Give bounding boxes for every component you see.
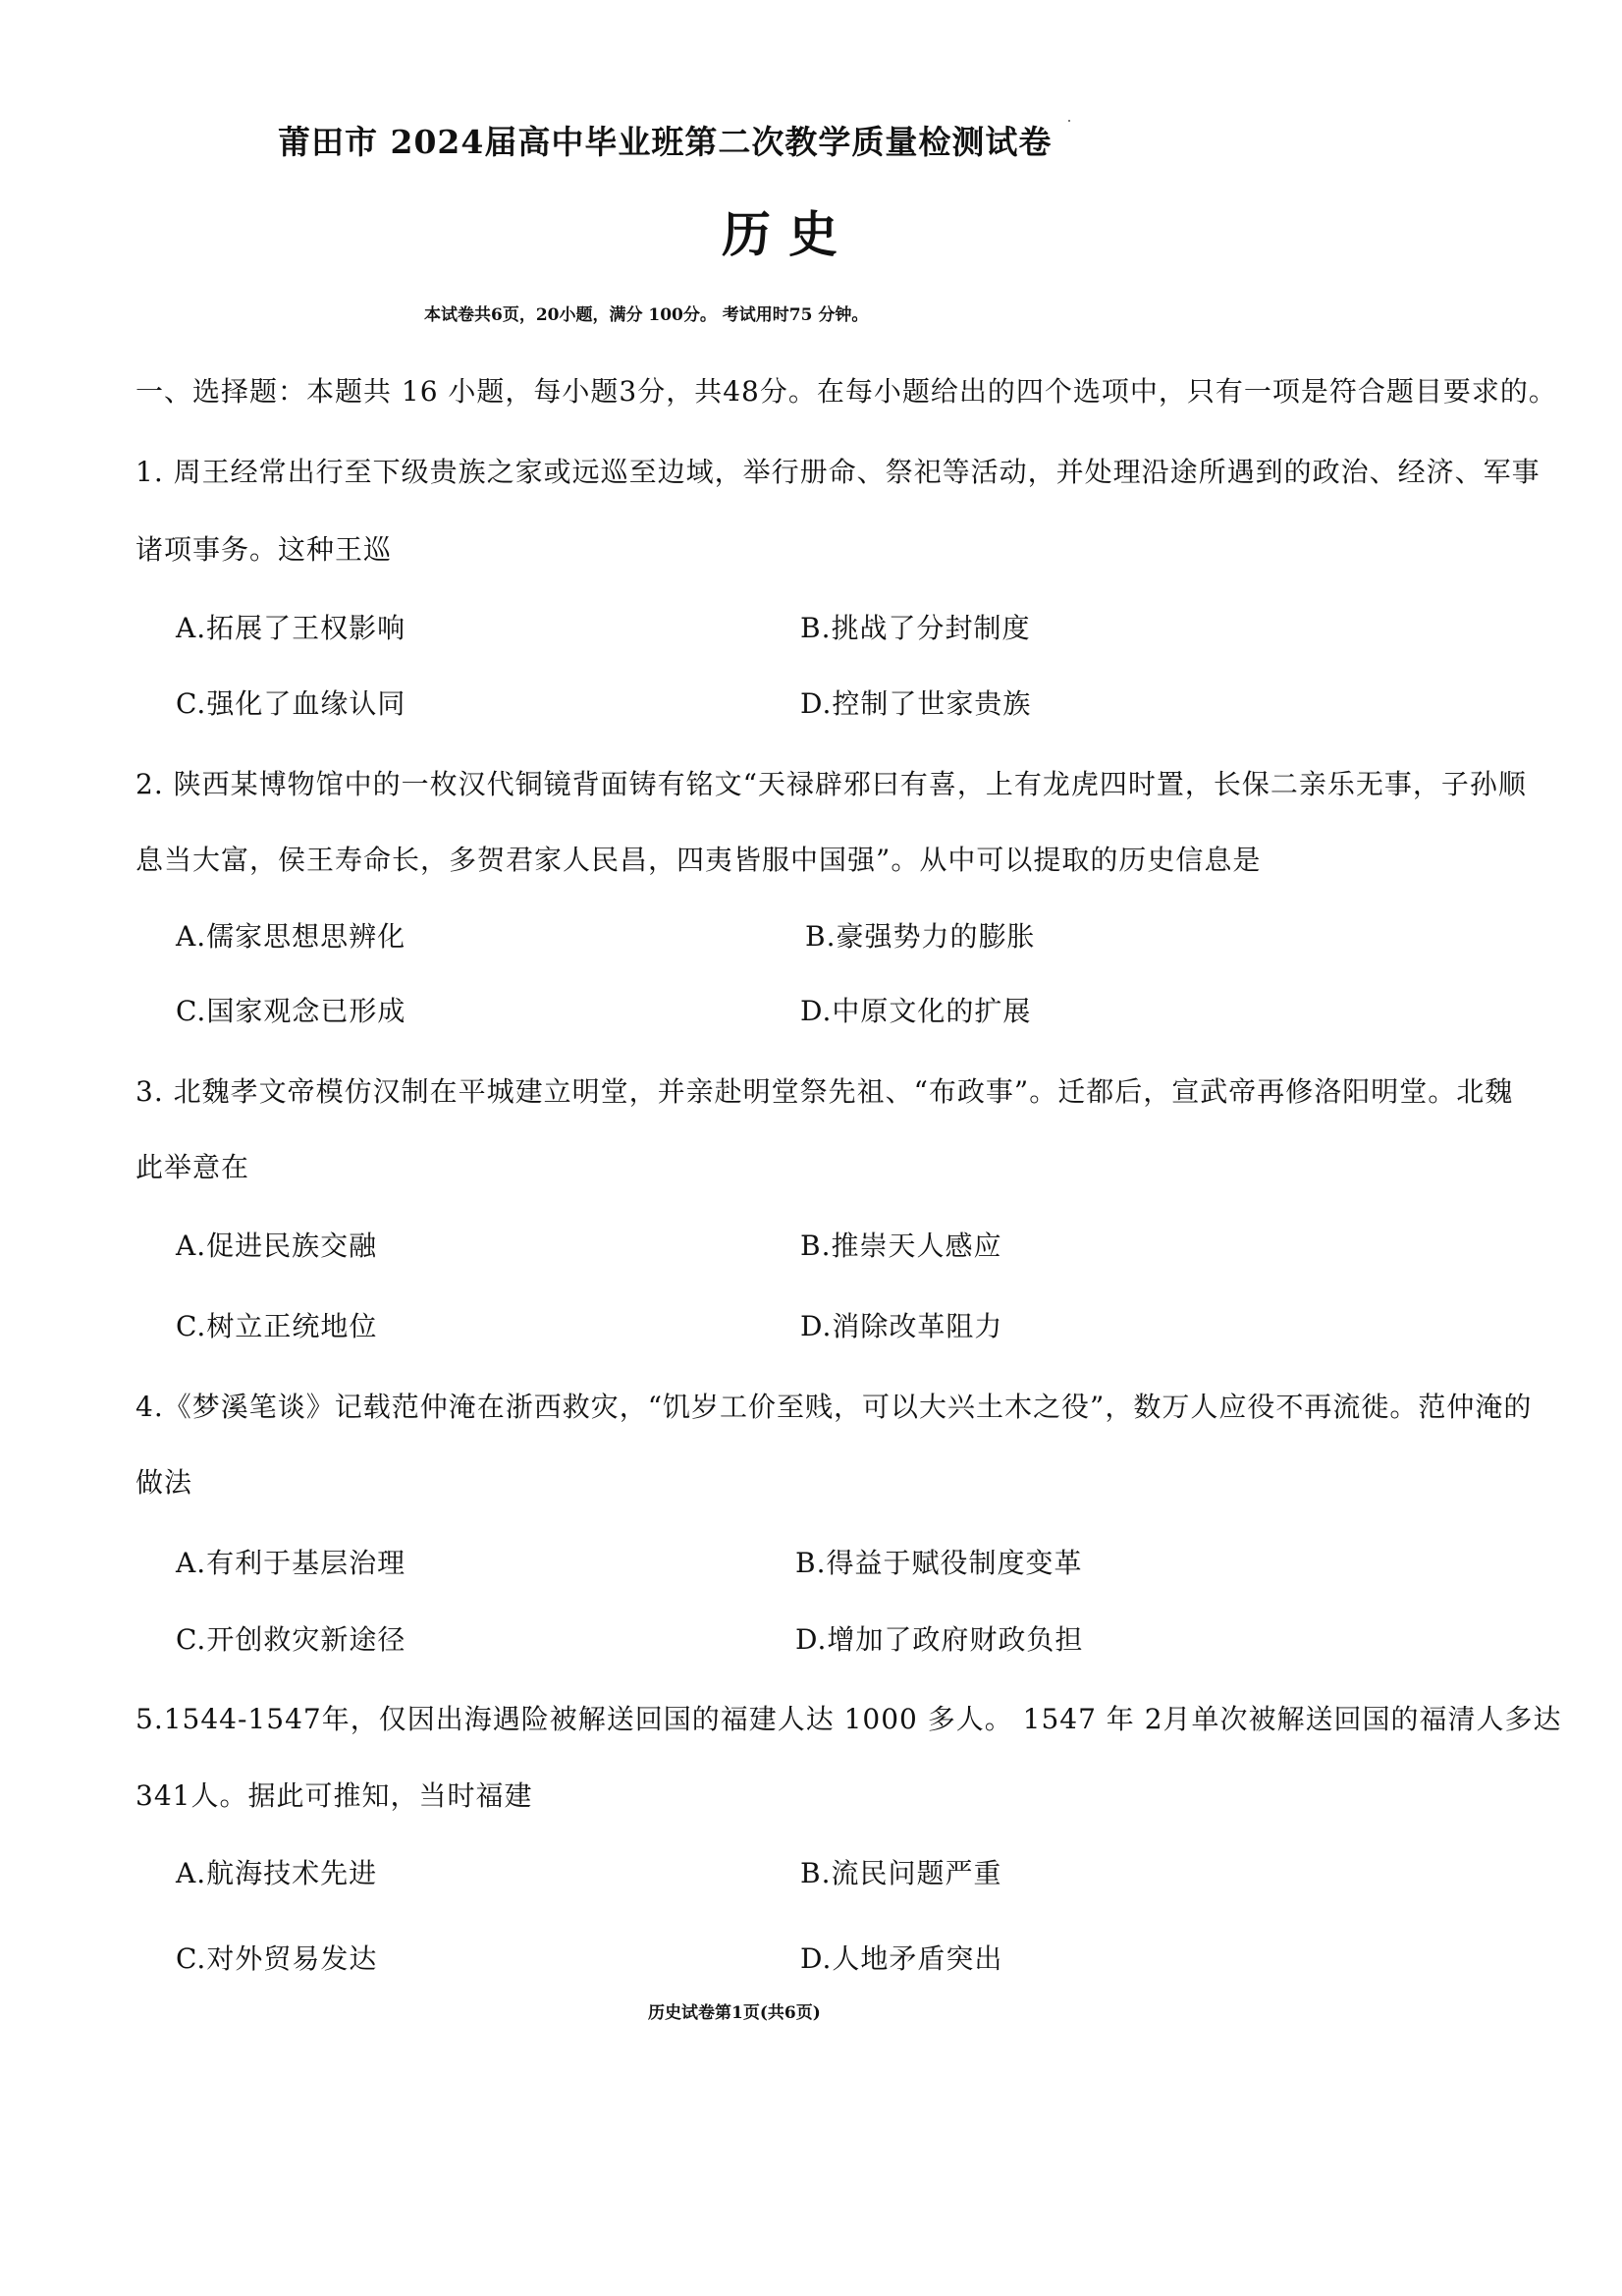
question-1-option-b: B.挑战了分封制度 xyxy=(800,612,1031,644)
exam-title: 莆田市 2024届高中毕业班第二次教学质量检测试卷 xyxy=(278,123,1053,161)
question-2-line-1: 2. 陕西某博物馆中的一枚汉代铜镜背面铸有铭文“天禄辟邪曰有喜，上有龙虎四时置，长保二亲乐无事，子孙顺 xyxy=(135,768,1527,800)
question-4-line-1: 4.《梦溪笔谈》记载范仲淹在浙西救灾，“饥岁工价至贱，可以大兴土木之役”，数万人应役不再流徙。范仲淹的 xyxy=(135,1391,1533,1423)
question-5-option-b: B.流民问题严重 xyxy=(800,1857,1002,1889)
question-3-option-d: D.消除改革阻力 xyxy=(800,1310,1003,1342)
question-3-line-2: 此举意在 xyxy=(135,1151,250,1183)
question-2-option-b: B.豪强势力的膨胀 xyxy=(805,920,1036,953)
section-heading: 一、选择题：本题共 16 小题，每小题3分，共48分。在每小题给出的四个选项中，只有一项是符合题目要求的。 xyxy=(135,375,1557,408)
scan-speck xyxy=(1068,120,1070,122)
subject-title: 历史 xyxy=(722,205,855,263)
question-4-option-d: D.增加了政府财政负担 xyxy=(795,1623,1084,1656)
question-5-option-c: C.对外贸易发达 xyxy=(176,1942,378,1975)
question-1-option-c: C.强化了血缘认同 xyxy=(176,687,406,720)
question-5-option-a: A.航海技术先进 xyxy=(176,1857,378,1889)
question-5-option-d: D.人地矛盾突出 xyxy=(800,1942,1003,1975)
question-1-option-a: A.拓展了王权影响 xyxy=(176,612,406,644)
exam-info: 本试卷共6页，20小题，满分 100分。 考试用时75 分钟。 xyxy=(424,305,869,325)
question-1-line-2: 诸项事务。这种王巡 xyxy=(135,533,393,566)
page-footer: 历史试卷第1页(共6页) xyxy=(648,2003,821,2023)
question-2-option-d: D.中原文化的扩展 xyxy=(800,995,1032,1027)
question-5-line-1: 5.1544-1547年，仅因出海遇险被解送回国的福建人达 1000 多人。 1547 年 2月单次被解送回国的福清人多达 xyxy=(135,1703,1562,1735)
question-1-line-1: 1. 周王经常出行至下级贵族之家或远巡至边域，举行册命、祭祀等活动，并处理沿途所遇到的政治、经济、军事 xyxy=(135,456,1541,488)
question-4-option-c: C.开创救灾新途径 xyxy=(176,1623,406,1656)
question-4-option-a: A.有利于基层治理 xyxy=(176,1547,406,1579)
question-2-option-a: A.儒家思想思辨化 xyxy=(176,920,406,953)
question-2-option-c: C.国家观念已形成 xyxy=(176,995,406,1027)
question-3-option-b: B.推崇天人感应 xyxy=(800,1230,1002,1262)
question-3-line-1: 3. 北魏孝文帝模仿汉制在平城建立明堂，并亲赴明堂祭先祖、“布政事”。迁都后，宣武帝再修洛阳明堂。北魏 xyxy=(135,1075,1514,1108)
question-2-line-2: 息当大富，侯王寿命长，多贺君家人民昌，四夷皆服中国强”。从中可以提取的历史信息是 xyxy=(135,844,1262,876)
question-5-line-2: 341人。据此可推知，当时福建 xyxy=(135,1779,533,1812)
question-4-option-b: B.得益于赋役制度变革 xyxy=(795,1547,1083,1579)
question-3-option-a: A.促进民族交融 xyxy=(176,1230,378,1262)
question-3-option-c: C.树立正统地位 xyxy=(176,1310,378,1342)
question-1-option-d: D.控制了世家贵族 xyxy=(800,687,1032,720)
question-4-line-2: 做法 xyxy=(135,1466,193,1499)
